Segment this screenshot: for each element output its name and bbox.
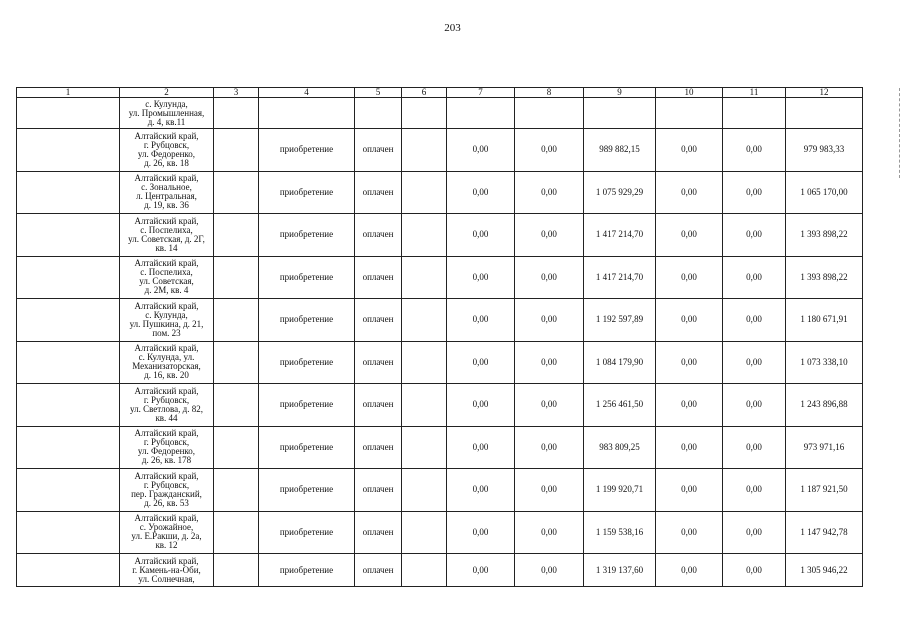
empty-cell [214, 511, 259, 554]
amount-cell: 0,00 [447, 341, 515, 384]
type-cell: приобретение [259, 256, 355, 299]
amount-cell: 0,00 [515, 171, 584, 214]
status-cell: оплачен [355, 511, 402, 554]
status-cell [355, 98, 402, 129]
empty-cell [214, 384, 259, 427]
amount-cell: 0,00 [723, 469, 786, 512]
table-body [17, 98, 863, 587]
amount-cell [584, 98, 656, 129]
table-row [17, 256, 863, 299]
amount-cell: 0,00 [515, 426, 584, 469]
empty-cell [402, 384, 447, 427]
empty-cell [402, 469, 447, 512]
address-cell: Алтайский край, с. Зональное, л. Центральная, д. 19, кв. 36 [120, 171, 214, 214]
amount-cell: 0,00 [656, 426, 723, 469]
amount-cell: 1 075 929,29 [584, 171, 656, 214]
amount-cell: 0,00 [656, 384, 723, 427]
status-cell: оплачен [355, 469, 402, 512]
address-cell: Алтайский край, с. Урожайное, ул. Е.Ракши, д. 2а, кв. 12 [120, 511, 214, 554]
amount-cell: 0,00 [723, 299, 786, 342]
amount-cell: 0,00 [447, 256, 515, 299]
address-cell: Алтайский край, г. Рубцовск, пер. Гражданский, д. 26, кв. 53 [120, 469, 214, 512]
column-header: 9 [584, 88, 656, 98]
amount-cell: 0,00 [656, 171, 723, 214]
status-cell: оплачен [355, 384, 402, 427]
amount-cell: 0,00 [515, 129, 584, 172]
column-header: 8 [515, 88, 584, 98]
type-cell: приобретение [259, 511, 355, 554]
amount-cell: 0,00 [723, 171, 786, 214]
amount-cell: 1 417 214,70 [584, 214, 656, 257]
status-cell: оплачен [355, 256, 402, 299]
table-row [17, 511, 863, 554]
empty-cell [214, 554, 259, 587]
empty-cell [17, 384, 120, 427]
empty-cell [17, 554, 120, 587]
amount-cell: 0,00 [723, 129, 786, 172]
amount-cell: 979 983,33 [786, 129, 863, 172]
amount-cell: 0,00 [515, 341, 584, 384]
column-header: 4 [259, 88, 355, 98]
column-header: 5 [355, 88, 402, 98]
empty-cell [402, 214, 447, 257]
status-cell: оплачен [355, 341, 402, 384]
registry-table [16, 87, 863, 587]
amount-cell: 0,00 [447, 299, 515, 342]
status-cell: оплачен [355, 214, 402, 257]
empty-cell [214, 469, 259, 512]
status-cell: оплачен [355, 426, 402, 469]
type-cell: приобретение [259, 214, 355, 257]
table-row [17, 98, 863, 129]
column-header: 11 [723, 88, 786, 98]
type-cell: приобретение [259, 129, 355, 172]
empty-cell [17, 299, 120, 342]
amount-cell: 0,00 [447, 511, 515, 554]
amount-cell: 1 147 942,78 [786, 511, 863, 554]
amount-cell: 0,00 [656, 511, 723, 554]
amount-cell: 1 073 338,10 [786, 341, 863, 384]
empty-cell [17, 171, 120, 214]
empty-cell [402, 171, 447, 214]
empty-cell [402, 554, 447, 587]
column-header: 7 [447, 88, 515, 98]
amount-cell: 0,00 [447, 171, 515, 214]
amount-cell: 0,00 [656, 129, 723, 172]
amount-cell: 0,00 [723, 341, 786, 384]
amount-cell: 0,00 [723, 214, 786, 257]
table-row [17, 554, 863, 587]
address-cell: Алтайский край, с. Кулунда, ул. Механизаторская, д. 16, кв. 20 [120, 341, 214, 384]
page-number: 203 [444, 22, 461, 34]
column-header: 12 [786, 88, 863, 98]
type-cell: приобретение [259, 384, 355, 427]
amount-cell [515, 98, 584, 129]
amount-cell: 0,00 [723, 256, 786, 299]
empty-cell [17, 256, 120, 299]
amount-cell: 0,00 [515, 511, 584, 554]
address-cell: Алтайский край, г. Рубцовск, ул. Светлова, д. 82, кв. 44 [120, 384, 214, 427]
amount-cell: 1 065 170,00 [786, 171, 863, 214]
empty-cell [402, 426, 447, 469]
address-cell: Алтайский край, г. Камень-на-Оби, ул. Солнечная, [120, 554, 214, 587]
address-cell: Алтайский край, г. Рубцовск, ул. Федоренко, д. 26, кв. 178 [120, 426, 214, 469]
empty-cell [402, 299, 447, 342]
table-row [17, 426, 863, 469]
status-cell: оплачен [355, 554, 402, 587]
column-number-row [17, 88, 863, 98]
amount-cell: 0,00 [723, 511, 786, 554]
amount-cell: 0,00 [656, 469, 723, 512]
amount-cell: 1 192 597,89 [584, 299, 656, 342]
empty-cell [17, 426, 120, 469]
column-header: 6 [402, 88, 447, 98]
amount-cell: 1 393 898,22 [786, 256, 863, 299]
amount-cell: 1 417 214,70 [584, 256, 656, 299]
type-cell: приобретение [259, 469, 355, 512]
empty-cell [214, 98, 259, 129]
table-row [17, 384, 863, 427]
address-cell: Алтайский край, с. Поспелиха, ул. Советская, д. 2Г, кв. 14 [120, 214, 214, 257]
amount-cell: 1 256 461,50 [584, 384, 656, 427]
amount-cell: 0,00 [447, 554, 515, 587]
table-row [17, 129, 863, 172]
column-header: 10 [656, 88, 723, 98]
amount-cell: 0,00 [656, 256, 723, 299]
table-row [17, 299, 863, 342]
table-row [17, 214, 863, 257]
address-cell: Алтайский край, с. Поспелиха, ул. Советская, д. 2М, кв. 4 [120, 256, 214, 299]
amount-cell: 0,00 [656, 341, 723, 384]
empty-cell [17, 98, 120, 129]
empty-cell [17, 469, 120, 512]
empty-cell [214, 214, 259, 257]
type-cell: приобретение [259, 554, 355, 587]
table-row [17, 469, 863, 512]
amount-cell: 0,00 [723, 384, 786, 427]
empty-cell [214, 171, 259, 214]
amount-cell: 0,00 [723, 554, 786, 587]
amount-cell: 0,00 [447, 129, 515, 172]
type-cell: приобретение [259, 299, 355, 342]
empty-cell [214, 341, 259, 384]
amount-cell: 0,00 [447, 384, 515, 427]
empty-cell [214, 129, 259, 172]
empty-cell [214, 426, 259, 469]
type-cell: приобретение [259, 171, 355, 214]
empty-cell [17, 129, 120, 172]
amount-cell [656, 98, 723, 129]
type-cell [259, 98, 355, 129]
empty-cell [17, 341, 120, 384]
empty-cell [214, 256, 259, 299]
amount-cell: 1 393 898,22 [786, 214, 863, 257]
type-cell: приобретение [259, 426, 355, 469]
empty-cell [402, 341, 447, 384]
amount-cell: 0,00 [515, 384, 584, 427]
amount-cell: 1 084 179,90 [584, 341, 656, 384]
amount-cell [447, 98, 515, 129]
amount-cell: 0,00 [515, 214, 584, 257]
empty-cell [17, 214, 120, 257]
empty-cell [17, 511, 120, 554]
scan-edge-marks [899, 88, 901, 178]
amount-cell: 1 180 671,91 [786, 299, 863, 342]
empty-cell [402, 129, 447, 172]
amount-cell: 0,00 [447, 469, 515, 512]
amount-cell: 1 305 946,22 [786, 554, 863, 587]
amount-cell: 973 971,16 [786, 426, 863, 469]
column-header: 1 [17, 88, 120, 98]
type-cell: приобретение [259, 341, 355, 384]
amount-cell: 0,00 [447, 214, 515, 257]
empty-cell [214, 299, 259, 342]
status-cell: оплачен [355, 299, 402, 342]
column-header: 2 [120, 88, 214, 98]
amount-cell: 0,00 [515, 469, 584, 512]
status-cell: оплачен [355, 171, 402, 214]
amount-cell: 989 882,15 [584, 129, 656, 172]
table-row [17, 171, 863, 214]
amount-cell [786, 98, 863, 129]
empty-cell [402, 256, 447, 299]
amount-cell: 0,00 [515, 554, 584, 587]
address-cell: с. Кулунда, ул. Промышленная, д. 4, кв.11 [120, 98, 214, 129]
amount-cell: 0,00 [447, 426, 515, 469]
amount-cell: 0,00 [656, 299, 723, 342]
empty-cell [402, 98, 447, 129]
amount-cell: 1 159 538,16 [584, 511, 656, 554]
empty-cell [402, 511, 447, 554]
amount-cell: 1 243 896,88 [786, 384, 863, 427]
amount-cell: 0,00 [656, 214, 723, 257]
amount-cell: 983 809,25 [584, 426, 656, 469]
amount-cell: 0,00 [515, 299, 584, 342]
table-row [17, 341, 863, 384]
amount-cell: 1 199 920,71 [584, 469, 656, 512]
amount-cell: 1 187 921,50 [786, 469, 863, 512]
amount-cell: 1 319 137,60 [584, 554, 656, 587]
address-cell: Алтайский край, с. Кулунда, ул. Пушкина, д. 21, пом. 23 [120, 299, 214, 342]
amount-cell [723, 98, 786, 129]
column-header: 3 [214, 88, 259, 98]
amount-cell: 0,00 [723, 426, 786, 469]
amount-cell: 0,00 [656, 554, 723, 587]
amount-cell: 0,00 [515, 256, 584, 299]
status-cell: оплачен [355, 129, 402, 172]
address-cell: Алтайский край, г. Рубцовск, ул. Федоренко, д. 26, кв. 18 [120, 129, 214, 172]
